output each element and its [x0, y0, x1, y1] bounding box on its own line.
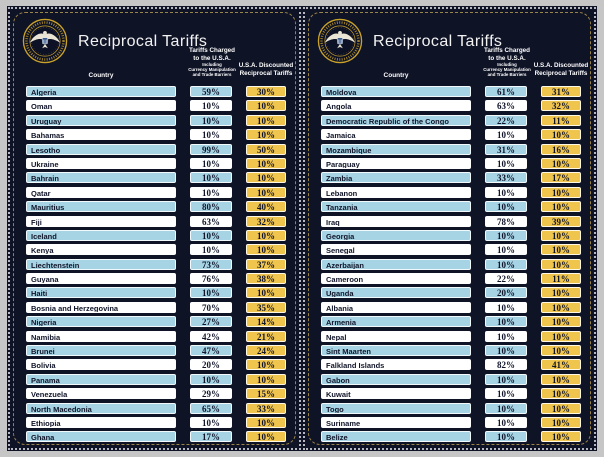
discounted-cell: 10%	[246, 431, 286, 442]
charged-cell: 99%	[190, 144, 232, 155]
charged-cell: 65%	[190, 403, 232, 414]
table-row	[321, 302, 581, 313]
discounted-cell: 41%	[541, 359, 581, 370]
table-row	[26, 331, 286, 342]
country-cell: Haiti	[26, 287, 176, 298]
table-row	[321, 345, 581, 356]
country-cell: Cameroon	[321, 273, 471, 284]
table-row	[26, 158, 286, 169]
column-header-country: Country	[88, 72, 114, 79]
country-cell: Qatar	[26, 187, 176, 198]
column-header-charged	[185, 47, 239, 78]
country-cell: Algeria	[26, 86, 176, 97]
discounted-cell: 10%	[246, 359, 286, 370]
charged-cell: 10%	[190, 417, 232, 428]
table-row	[321, 201, 581, 212]
charged-cell: 70%	[190, 302, 232, 313]
charged-sub1: Including	[202, 62, 222, 67]
charged-cell: 10%	[190, 230, 232, 241]
country-cell: Azerbaijan	[321, 259, 471, 270]
discounted-cell: 32%	[541, 100, 581, 111]
table-row	[321, 129, 581, 140]
country-cell: Sint Maarten	[321, 345, 471, 356]
discounted-cell: 10%	[541, 158, 581, 169]
charged-cell: 73%	[190, 259, 232, 270]
discounted-cell: 10%	[246, 417, 286, 428]
country-cell: Georgia	[321, 230, 471, 241]
tariff-rows	[26, 86, 286, 446]
table-row	[321, 172, 581, 183]
discounted-cell: 10%	[541, 187, 581, 198]
country-cell: Uganda	[321, 287, 471, 298]
charged-cell: 10%	[190, 158, 232, 169]
country-cell: Senegal	[321, 244, 471, 255]
table-row	[26, 115, 286, 126]
discounted-cell: 10%	[541, 316, 581, 327]
country-cell: Bahrain	[26, 172, 176, 183]
charged-cell: 47%	[190, 345, 232, 356]
country-cell: Albania	[321, 302, 471, 313]
charged-cell: 17%	[190, 431, 232, 442]
discounted-cell: 10%	[541, 345, 581, 356]
charged-cell: 10%	[485, 431, 527, 442]
column-header-discounted	[236, 62, 296, 77]
discounted-cell: 35%	[246, 302, 286, 313]
discounted-cell: 40%	[246, 201, 286, 212]
table-row	[321, 331, 581, 342]
presidential-seal-icon	[317, 18, 363, 64]
discounted-cell: 10%	[246, 115, 286, 126]
charged-cell: 80%	[190, 201, 232, 212]
country-cell: Panama	[26, 374, 176, 385]
charged-cell: 22%	[485, 115, 527, 126]
table-row	[321, 388, 581, 399]
discounted-cell: 10%	[541, 230, 581, 241]
table-row	[26, 230, 286, 241]
country-cell: Democratic Republic of the Congo	[321, 115, 471, 126]
discounted-cell: 10%	[541, 374, 581, 385]
country-cell: Ghana	[26, 431, 176, 442]
tariff-panel-left	[7, 6, 302, 451]
discounted-line2: Reciprocal Tariffs	[239, 69, 293, 77]
table-row	[321, 431, 581, 442]
table-row	[321, 244, 581, 255]
country-cell: Brunei	[26, 345, 176, 356]
country-cell: Liechtenstein	[26, 259, 176, 270]
table-row	[321, 158, 581, 169]
table-row	[26, 287, 286, 298]
table-row	[321, 316, 581, 327]
charged-cell: 10%	[190, 129, 232, 140]
charged-cell: 59%	[190, 86, 232, 97]
country-cell: Gabon	[321, 374, 471, 385]
tariff-rows	[321, 86, 581, 446]
charged-sub3: and Trade Barriers	[192, 71, 232, 77]
panel-title: Reciprocal Tariffs	[78, 33, 208, 50]
discounted-cell: 39%	[541, 216, 581, 227]
discounted-cell: 10%	[246, 374, 286, 385]
charged-cell: 10%	[485, 403, 527, 414]
column-header-charged	[480, 47, 534, 78]
table-row	[321, 403, 581, 414]
table-row	[26, 172, 286, 183]
charged-cell: 10%	[485, 244, 527, 255]
discounted-cell: 17%	[541, 172, 581, 183]
charged-line2: to the U.S.A.	[193, 54, 231, 62]
table-row	[321, 417, 581, 428]
discounted-cell: 10%	[246, 158, 286, 169]
charged-cell: 10%	[485, 129, 527, 140]
discounted-cell: 50%	[246, 144, 286, 155]
charged-cell: 10%	[190, 287, 232, 298]
column-header-country: Country	[383, 72, 409, 79]
country-cell: Iceland	[26, 230, 176, 241]
country-cell: Fiji	[26, 216, 176, 227]
table-row	[321, 86, 581, 97]
table-row	[26, 244, 286, 255]
table-row	[321, 273, 581, 284]
table-row	[26, 144, 286, 155]
discounted-cell: 31%	[541, 86, 581, 97]
discounted-cell: 10%	[246, 244, 286, 255]
table-row	[26, 259, 286, 270]
country-cell: Moldova	[321, 86, 471, 97]
charged-cell: 78%	[485, 216, 527, 227]
table-row	[26, 273, 286, 284]
discounted-cell: 10%	[541, 259, 581, 270]
discounted-cell: 32%	[246, 216, 286, 227]
table-row	[26, 302, 286, 313]
table-row	[321, 216, 581, 227]
country-cell: Ethiopia	[26, 417, 176, 428]
charged-cell: 10%	[485, 374, 527, 385]
discounted-cell: 10%	[246, 172, 286, 183]
charged-cell: 33%	[485, 172, 527, 183]
country-cell: North Macedonia	[26, 403, 176, 414]
table-row	[26, 187, 286, 198]
charged-cell: 29%	[190, 388, 232, 399]
country-cell: Lesotho	[26, 144, 176, 155]
discounted-cell: 10%	[541, 388, 581, 399]
charged-cell: 10%	[190, 187, 232, 198]
table-row	[321, 100, 581, 111]
charged-cell: 27%	[190, 316, 232, 327]
panel-title: Reciprocal Tariffs	[373, 33, 503, 50]
charged-cell: 20%	[190, 359, 232, 370]
charged-cell: 10%	[485, 345, 527, 356]
charged-cell: 10%	[485, 259, 527, 270]
charged-cell: 10%	[190, 244, 232, 255]
charged-line1: Tariffs Charged	[188, 47, 236, 54]
charged-cell: 10%	[485, 230, 527, 241]
charged-cell: 63%	[485, 100, 527, 111]
charged-cell: 82%	[485, 359, 527, 370]
discounted-cell: 37%	[246, 259, 286, 270]
charged-cell: 61%	[485, 86, 527, 97]
discounted-cell: 10%	[541, 302, 581, 313]
country-cell: Jamaica	[321, 129, 471, 140]
country-cell: Guyana	[26, 273, 176, 284]
table-row	[26, 129, 286, 140]
discounted-line1: U.S.A. Discounted	[533, 62, 589, 69]
charged-cell: 10%	[190, 115, 232, 126]
discounted-cell: 10%	[541, 331, 581, 342]
country-cell: Tanzania	[321, 201, 471, 212]
discounted-cell: 38%	[246, 273, 286, 284]
country-cell: Togo	[321, 403, 471, 414]
table-row	[26, 86, 286, 97]
table-row	[26, 345, 286, 356]
country-cell: Bosnia and Herzegovina	[26, 302, 176, 313]
charged-cell: 42%	[190, 331, 232, 342]
discounted-cell: 10%	[541, 431, 581, 442]
discounted-cell: 10%	[246, 129, 286, 140]
table-row	[321, 287, 581, 298]
discounted-cell: 10%	[541, 129, 581, 140]
country-cell: Angola	[321, 100, 471, 111]
charged-subtext	[480, 63, 534, 78]
charged-cell: 10%	[190, 100, 232, 111]
country-cell: Kenya	[26, 244, 176, 255]
table-row	[321, 259, 581, 270]
discounted-cell: 11%	[541, 273, 581, 284]
country-cell: Kuwait	[321, 388, 471, 399]
discounted-cell: 11%	[541, 115, 581, 126]
table-row	[321, 374, 581, 385]
discounted-cell: 10%	[246, 230, 286, 241]
country-cell: Suriname	[321, 417, 471, 428]
discounted-cell: 10%	[246, 100, 286, 111]
table-row	[26, 100, 286, 111]
discounted-cell: 10%	[541, 201, 581, 212]
charged-sub1: Including	[497, 62, 517, 67]
charged-subtext	[185, 63, 239, 78]
discounted-cell: 24%	[246, 345, 286, 356]
table-row	[26, 359, 286, 370]
charged-cell: 10%	[485, 331, 527, 342]
charged-cell: 10%	[485, 201, 527, 212]
country-cell: Mozambique	[321, 144, 471, 155]
charged-cell: 63%	[190, 216, 232, 227]
discounted-line1: U.S.A. Discounted	[238, 62, 294, 69]
table-row	[26, 374, 286, 385]
charged-cell: 10%	[485, 302, 527, 313]
charged-cell: 10%	[485, 417, 527, 428]
country-cell: Ukraine	[26, 158, 176, 169]
discounted-cell: 21%	[246, 331, 286, 342]
discounted-cell: 16%	[541, 144, 581, 155]
table-row	[26, 388, 286, 399]
country-cell: Nepal	[321, 331, 471, 342]
country-cell: Falkland Islands	[321, 359, 471, 370]
charged-sub2: Currency Manipulation	[483, 66, 531, 72]
discounted-cell: 10%	[541, 244, 581, 255]
table-row	[26, 417, 286, 428]
discounted-cell: 10%	[246, 287, 286, 298]
country-cell: Mauritius	[26, 201, 176, 212]
table-row	[26, 201, 286, 212]
charged-sub2: Currency Manipulation	[188, 66, 236, 72]
country-cell: Paraguay	[321, 158, 471, 169]
discounted-cell: 30%	[246, 86, 286, 97]
charged-cell: 22%	[485, 273, 527, 284]
table-row	[321, 187, 581, 198]
charged-cell: 10%	[485, 316, 527, 327]
charged-cell: 76%	[190, 273, 232, 284]
country-cell: Iraq	[321, 216, 471, 227]
country-cell: Nigeria	[26, 316, 176, 327]
country-cell: Bahamas	[26, 129, 176, 140]
country-cell: Bolivia	[26, 359, 176, 370]
charged-cell: 10%	[190, 374, 232, 385]
charged-cell: 10%	[190, 172, 232, 183]
discounted-cell: 10%	[541, 417, 581, 428]
table-row	[26, 431, 286, 442]
country-cell: Zambia	[321, 172, 471, 183]
discounted-cell: 10%	[541, 287, 581, 298]
discounted-cell: 14%	[246, 316, 286, 327]
table-row	[321, 144, 581, 155]
country-cell: Venezuela	[26, 388, 176, 399]
table-row	[26, 216, 286, 227]
charged-line1: Tariffs Charged	[483, 47, 531, 54]
charged-cell: 10%	[485, 158, 527, 169]
presidential-seal-icon	[22, 18, 68, 64]
country-cell: Uruguay	[26, 115, 176, 126]
charged-line2: to the U.S.A.	[488, 54, 526, 62]
charged-sub3: and Trade Barriers	[487, 71, 527, 77]
discounted-cell: 10%	[246, 187, 286, 198]
charged-cell: 20%	[485, 287, 527, 298]
country-cell: Armenia	[321, 316, 471, 327]
charged-cell: 10%	[485, 187, 527, 198]
country-cell: Lebanon	[321, 187, 471, 198]
charged-cell: 31%	[485, 144, 527, 155]
country-cell: Belize	[321, 431, 471, 442]
discounted-cell: 10%	[541, 403, 581, 414]
table-row	[26, 316, 286, 327]
table-row	[26, 403, 286, 414]
table-row	[321, 230, 581, 241]
table-row	[321, 115, 581, 126]
charged-cell: 10%	[485, 388, 527, 399]
tariff-panel-right	[302, 6, 597, 451]
country-cell: Oman	[26, 100, 176, 111]
column-header-discounted	[531, 62, 591, 77]
discounted-line2: Reciprocal Tariffs	[534, 69, 588, 77]
discounted-cell: 33%	[246, 403, 286, 414]
discounted-cell: 15%	[246, 388, 286, 399]
country-cell: Namibia	[26, 331, 176, 342]
table-row	[321, 359, 581, 370]
